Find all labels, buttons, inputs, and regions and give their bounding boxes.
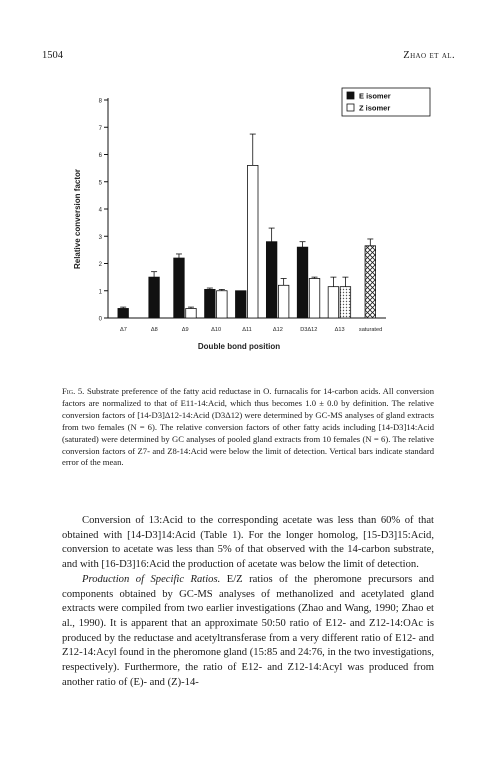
x-tick-label: Δ7 — [120, 327, 127, 333]
y-tick-label: 7 — [98, 125, 102, 132]
bar-z-isomer-2 — [186, 308, 197, 318]
bar-e-isomer-4 — [236, 291, 247, 318]
x-tick-labels — [120, 327, 382, 333]
body-text — [62, 514, 434, 690]
running-head: Zhao et al. — [403, 50, 455, 61]
y-tick-label: 4 — [98, 207, 102, 214]
figure-caption-text: Substrate preference of the fatty acid reductase in O. furnacalis for 14-carbon acids. All conversion factors are normalized to that of E11-14:Acid, which thus becomes 1.0 ± 0.0 by definition. The relative conversion factors of [14-D3]Δ12-14:Acid (D3Δ12) were determined by GC-MS analyses of gland extracts from two females (N = 6). The relative conversion factors of other fatty acids including [14-D3]14:Acid (saturated) were determined by GC analyses of pooled gland extracts from 10 females (N = 6). The relative conversion factors of Z7- and Z8-14:Acid were below the limit of detection. Vertical bars indicate standard error of the mean. — [62, 386, 434, 468]
legend-swatch — [347, 104, 354, 111]
y-tick-label: 3 — [98, 234, 102, 241]
x-tick-label: Δ13 — [334, 327, 345, 333]
y-tick-label: 2 — [98, 262, 102, 268]
y-tick-label: 8 — [98, 98, 102, 105]
x-tick-label: Δ11 — [242, 327, 252, 333]
paragraph-2-text: E/Z ratios of the pheromone precursors and components obtained by GC-MS analyses of methanolized and acetylated gland extracts were compiled from two earlier investigations (Zhao and Wang, 1990; Zhao et al., 1990). It is apparent that an approximate 50:50 ratio of E12- and Z12-14:OAc is produced by the reductase and acetyltransferase from a very different ratio of E12- and Z12-14:Acyl found in the pheromone gland (15:85 and 24:76, in the two investigations, respectively). Furthermore, the ratio of E12- and Z12-14:Acyl was produced from another ratio of (E)- and (Z)-14- — [62, 573, 434, 688]
bar-pattern-8 — [365, 246, 376, 318]
bar-z-isomer-7 — [328, 287, 339, 318]
chart-bars — [118, 165, 376, 318]
y-tick-label: 5 — [98, 180, 102, 187]
bar-chart — [0, 0, 491, 380]
bar-z-isomer-3 — [217, 291, 228, 318]
page-number: 1504 — [42, 50, 63, 61]
x-tick-label: Δ10 — [211, 327, 222, 333]
bar-pattern-7 — [340, 287, 351, 318]
x-tick-label: Δ9 — [181, 327, 189, 333]
x-tick-label: Δ12 — [272, 327, 283, 333]
bar-z-isomer-6 — [309, 278, 320, 318]
chart-legend — [342, 88, 430, 116]
bar-e-isomer-6 — [297, 247, 308, 318]
x-tick-label: D3Δ12 — [300, 327, 318, 333]
y-tick-label: 1 — [98, 289, 102, 296]
bar-e-isomer-1 — [149, 277, 160, 318]
figure-label: Fig. 5. — [62, 386, 85, 396]
paragraph-2 — [62, 573, 434, 691]
bar-e-isomer-0 — [118, 308, 129, 318]
bar-e-isomer-5 — [266, 242, 277, 318]
y-axis-label: Relative conversion factor — [73, 168, 82, 270]
y-tick-label: 6 — [98, 153, 102, 159]
y-tick-label: 0 — [98, 316, 102, 323]
bar-z-isomer-5 — [278, 285, 289, 318]
paragraph-1: Conversion of 13:Acid to the corresponding acetate was less than 60% of that obtained with [14-D3]14:Acid (Table 1). For the longer homolog, [15-D3]15:Acid, conversion to acetate was less than 5% of that observed with the 14-carbon substrate, and with [16-D3]16:Acid the production of acetate was below the limit of detection. — [62, 515, 434, 571]
bar-z-isomer-4 — [248, 165, 259, 318]
bar-e-isomer-2 — [174, 258, 185, 318]
legend-label: Z isomer — [359, 103, 391, 113]
legend-label: E isomer — [359, 91, 391, 101]
bar-e-isomer-3 — [205, 289, 216, 318]
x-axis-label: Double bond position — [197, 342, 281, 351]
x-tick-label: Δ8 — [150, 327, 158, 333]
x-tick-label: saturated — [358, 327, 383, 333]
legend-swatch — [347, 92, 354, 99]
section-heading: Production of Specific Ratios. — [82, 573, 221, 585]
figure-caption — [62, 386, 434, 469]
